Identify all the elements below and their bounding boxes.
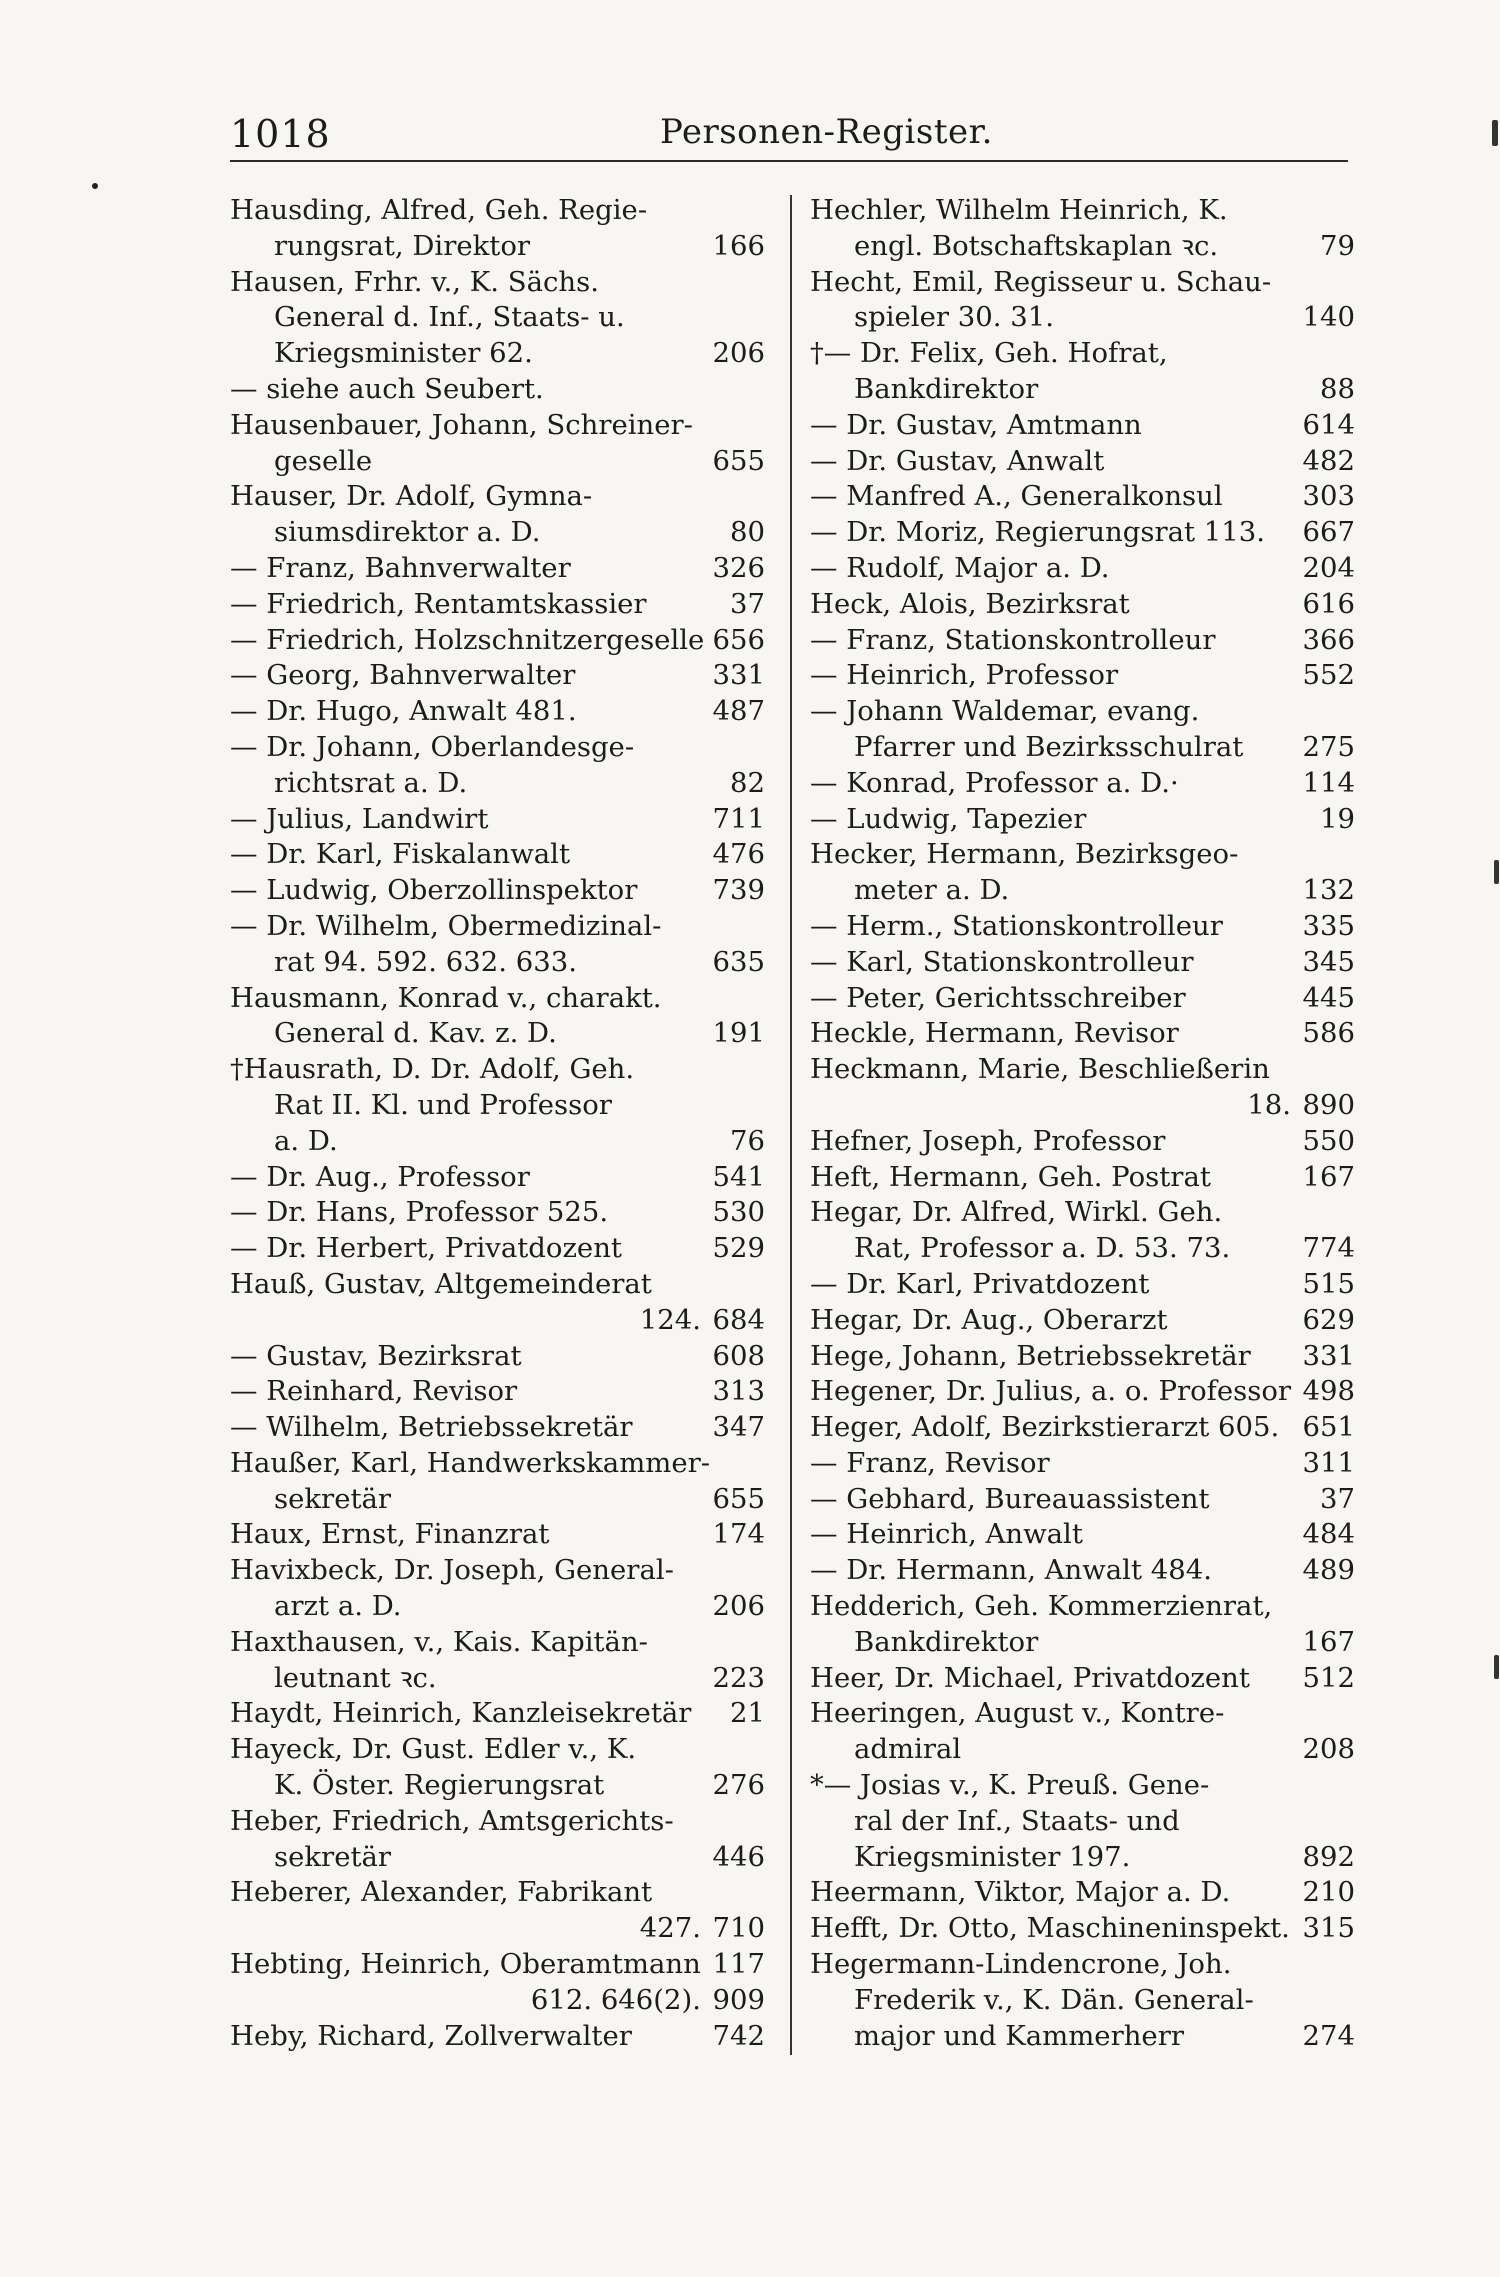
page-reference: 132 <box>1302 874 1355 907</box>
entry-text: Hayeck, Dr. Gust. Edler v., K. <box>230 1733 637 1766</box>
page-reference: 445 <box>1302 981 1355 1014</box>
column-divider <box>790 195 792 2055</box>
entry-text: Hefft, Dr. Otto, Maschineninspekt. <box>810 1912 1290 1945</box>
entry-text: 124. <box>639 1303 701 1336</box>
page-reference: 774 <box>1302 1232 1355 1265</box>
index-entry-line <box>810 945 1355 981</box>
index-entry-line <box>230 444 765 480</box>
entry-text: Hecker, Hermann, Bezirksgeo- <box>810 838 1239 871</box>
index-entry-line <box>810 1052 1355 1088</box>
page-reference: 167 <box>1302 1625 1355 1658</box>
entry-text: Hedderich, Geh. Kommerzienrat, <box>810 1590 1273 1623</box>
index-entry-line <box>230 1696 765 1732</box>
entry-text: Hausen, Frhr. v., K. Sächs. <box>230 265 599 298</box>
page-reference: 208 <box>1302 1733 1355 1766</box>
entry-text: Hegar, Dr. Aug., Oberarzt <box>810 1303 1168 1336</box>
page-reference: 313 <box>712 1375 765 1408</box>
entry-text: Rat II. Kl. und Professor <box>274 1088 612 1121</box>
page-reference: 174 <box>712 1518 765 1551</box>
page-reference: 167 <box>1302 1160 1355 1193</box>
entry-text: Heft, Hermann, Geh. Postrat <box>810 1160 1211 1193</box>
entry-text: ral der Inf., Staats- und <box>854 1804 1180 1837</box>
entry-text: Heby, Richard, Zollverwalter <box>230 2019 632 2052</box>
entry-text: Heckmann, Marie, Beschließerin <box>810 1053 1270 1086</box>
page-reference: 206 <box>712 1590 765 1623</box>
entry-text: Haydt, Heinrich, Kanzleisekretär <box>230 1697 692 1730</box>
page-reference: 114 <box>1302 766 1355 799</box>
page-reference: 446 <box>712 1840 765 1873</box>
page-reference: 303 <box>1302 480 1355 513</box>
entry-text: 612. 646(2). <box>530 1983 701 2016</box>
entry-text: General d. Kav. z. D. <box>274 1017 557 1050</box>
entry-text: *— Josias v., K. Preuß. Gene- <box>810 1769 1210 1802</box>
index-entry-line <box>230 2019 765 2055</box>
index-entry-line <box>810 300 1355 336</box>
entry-text: — Herm., Stationskontrolleur <box>810 909 1223 942</box>
entry-text: — Dr. Karl, Privatdozent <box>810 1267 1150 1300</box>
index-entry-line <box>230 229 765 265</box>
entry-text: Kriegsminister 62. <box>274 337 533 370</box>
index-entry-line <box>810 1517 1355 1553</box>
page-reference: 37 <box>1320 1482 1355 1515</box>
entry-text: †— Dr. Felix, Geh. Hofrat, <box>810 337 1168 370</box>
page-reference: 667 <box>1302 516 1355 549</box>
page-reference: 651 <box>1302 1411 1355 1444</box>
index-entry-line <box>810 766 1355 802</box>
page-reference: 656 <box>712 623 765 656</box>
page-reference: 223 <box>712 1661 765 1694</box>
index-entry-line <box>230 587 765 623</box>
entry-text: — Dr. Gustav, Anwalt <box>810 444 1105 477</box>
entry-text: †Hausrath, D. Dr. Adolf, Geh. <box>230 1053 635 1086</box>
index-entry-line <box>810 1088 1355 1124</box>
entry-text: Hausenbauer, Johann, Schreiner- <box>230 408 693 441</box>
index-entry-line <box>810 1732 1355 1768</box>
entry-text: Hege, Johann, Betriebssekretär <box>810 1339 1251 1372</box>
page-reference: 489 <box>1302 1554 1355 1587</box>
index-entry-line <box>810 873 1355 909</box>
index-entry-line <box>230 694 765 730</box>
page-reference: 345 <box>1302 945 1355 978</box>
page-reference: 206 <box>712 337 765 370</box>
page-reference: 655 <box>712 444 765 477</box>
entry-text: — Heinrich, Anwalt <box>810 1518 1083 1551</box>
page-reference: 487 <box>712 695 765 728</box>
entry-text: major und Kammerherr <box>854 2019 1184 2052</box>
index-entry-line <box>810 1410 1355 1446</box>
entry-text: Bankdirektor <box>854 1625 1039 1658</box>
index-entry-line <box>810 444 1355 480</box>
index-entry-line <box>810 515 1355 551</box>
page-reference: 608 <box>712 1339 765 1372</box>
index-entry-line <box>230 1947 765 1983</box>
entry-text: — Heinrich, Professor <box>810 659 1119 692</box>
entry-text: — Dr. Herbert, Privatdozent <box>230 1232 622 1265</box>
entry-text: — Friedrich, Rentamtskassier <box>230 587 647 620</box>
index-entry-line <box>230 336 765 372</box>
index-entry-line <box>810 587 1355 623</box>
header-rule <box>230 160 1348 162</box>
page-reference: 347 <box>712 1411 765 1444</box>
index-entry-line <box>810 981 1355 1017</box>
index-entry-line <box>230 1804 765 1840</box>
entry-text: — Dr. Hans, Professor 525. <box>230 1196 609 1229</box>
page-reference: 326 <box>712 551 765 584</box>
page-reference: 512 <box>1302 1661 1355 1694</box>
entry-text: Heck, Alois, Bezirksrat <box>810 587 1130 620</box>
index-entry-line <box>230 945 765 981</box>
index-entry-line <box>230 1768 765 1804</box>
index-entry-line <box>230 873 765 909</box>
page-reference: 614 <box>1302 408 1355 441</box>
entry-text: sekretär <box>274 1840 392 1873</box>
index-entry-line <box>230 1517 765 1553</box>
index-entry-line <box>810 1446 1355 1482</box>
index-entry-line <box>230 1589 765 1625</box>
entry-text: — Gustav, Bezirksrat <box>230 1339 522 1372</box>
index-entry-line <box>230 730 765 766</box>
entry-text: sekretär <box>274 1482 392 1515</box>
page-reference: 586 <box>1302 1017 1355 1050</box>
entry-text: Haux, Ernst, Finanzrat <box>230 1518 550 1551</box>
index-entry-line <box>810 1303 1355 1339</box>
entry-text: Frederik v., K. Dän. General- <box>854 1983 1254 2016</box>
index-entry-line <box>810 1947 1355 1983</box>
entry-text: Heber, Friedrich, Amtsgerichts- <box>230 1804 674 1837</box>
index-entry-line <box>230 1625 765 1661</box>
index-entry-line <box>230 658 765 694</box>
entry-text: — Franz, Revisor <box>810 1446 1050 1479</box>
index-entry-line <box>810 1267 1355 1303</box>
edge-mark <box>1494 1655 1499 1679</box>
entry-text: engl. Botschaftskaplan ꝛc. <box>854 229 1219 262</box>
entry-text: rungsrat, Direktor <box>274 229 531 262</box>
index-entry-line <box>230 515 765 551</box>
page-reference: 80 <box>730 516 765 549</box>
index-entry-line <box>230 1160 765 1196</box>
entry-text: — Dr. Gustav, Amtmann <box>810 408 1142 441</box>
entry-text: Haußer, Karl, Handwerkskammer- <box>230 1446 711 1479</box>
page-reference: 21 <box>730 1697 765 1730</box>
index-entry-line <box>230 372 765 408</box>
entry-text: — Peter, Gerichtsschreiber <box>810 981 1186 1014</box>
index-entry-line <box>810 837 1355 873</box>
page-reference: 739 <box>712 874 765 907</box>
page-reference: 37 <box>730 587 765 620</box>
index-entry-line <box>230 1553 765 1589</box>
entry-text: geselle <box>274 444 373 477</box>
page-reference: 684 <box>712 1303 765 1336</box>
index-entry-line <box>810 1160 1355 1196</box>
page-number: 1018 <box>230 112 331 156</box>
page-reference: 19 <box>1320 802 1355 835</box>
entry-text: K. Öster. Regierungsrat <box>274 1769 605 1802</box>
entry-text: — Manfred A., Generalkonsul <box>810 480 1223 513</box>
page-reference: 909 <box>712 1983 765 2016</box>
entry-text: — Dr. Hugo, Anwalt 481. <box>230 695 577 728</box>
index-entry-line <box>230 1446 765 1482</box>
index-entry-line <box>810 193 1355 229</box>
entry-text: — Georg, Bahnverwalter <box>230 659 576 692</box>
page-reference: 140 <box>1302 301 1355 334</box>
index-entry-line <box>230 1482 765 1518</box>
index-entry-line <box>230 1374 765 1410</box>
edge-mark <box>1494 860 1499 884</box>
page-reference: 191 <box>712 1017 765 1050</box>
index-entry-line <box>230 909 765 945</box>
entry-text: arzt a. D. <box>274 1590 402 1623</box>
entry-text: Heeringen, August v., Kontre- <box>810 1697 1225 1730</box>
right-index-column <box>810 193 1355 2054</box>
page-reference: 529 <box>712 1232 765 1265</box>
entry-text: — Franz, Stationskontrolleur <box>810 623 1216 656</box>
entry-text: Kriegsminister 197. <box>854 1840 1131 1873</box>
index-entry-line <box>810 623 1355 659</box>
index-entry-line <box>810 1768 1355 1804</box>
entry-text: Pfarrer und Bezirksschulrat <box>854 730 1244 763</box>
entry-text: — Dr. Karl, Fiskalanwalt <box>230 838 570 871</box>
page-reference: 79 <box>1320 229 1355 262</box>
edge-mark <box>1492 120 1498 146</box>
index-entry-line <box>230 1983 765 2019</box>
index-entry-line <box>230 623 765 659</box>
entry-text: General d. Inf., Staats- u. <box>274 301 625 334</box>
index-entry-line <box>230 1016 765 1052</box>
entry-text: — Konrad, Professor a. D.· <box>810 766 1179 799</box>
index-entry-line <box>810 1983 1355 2019</box>
page-reference: 482 <box>1302 444 1355 477</box>
page-reference: 204 <box>1302 551 1355 584</box>
index-entry-line <box>810 1804 1355 1840</box>
index-entry-line <box>230 981 765 1017</box>
index-entry-line <box>810 1195 1355 1231</box>
entry-text: leutnant ꝛc. <box>274 1661 437 1694</box>
entry-text: 18. <box>1247 1088 1291 1121</box>
entry-text: — Dr. Hermann, Anwalt 484. <box>810 1554 1212 1587</box>
index-entry-line <box>230 1875 765 1911</box>
entry-text: — Rudolf, Major a. D. <box>810 551 1110 584</box>
page-reference: 275 <box>1302 730 1355 763</box>
index-entry-line <box>810 479 1355 515</box>
index-entry-line <box>810 1840 1355 1876</box>
index-entry-line <box>230 1231 765 1267</box>
index-entry-line <box>230 300 765 336</box>
entry-text: Hausding, Alfred, Geh. Regie- <box>230 194 648 226</box>
index-entry-line <box>230 1052 765 1088</box>
entry-text: meter a. D. <box>854 874 1010 907</box>
index-entry-line <box>810 1911 1355 1947</box>
index-entry-line <box>230 1267 765 1303</box>
index-entry-line <box>230 1124 765 1160</box>
page-reference: 742 <box>712 2019 765 2052</box>
entry-text: — Wilhelm, Betriebssekretär <box>230 1411 633 1444</box>
entry-text: Hefner, Joseph, Professor <box>810 1124 1166 1157</box>
entry-text: — Dr. Aug., Professor <box>230 1160 530 1193</box>
page-reference: 616 <box>1302 587 1355 620</box>
page-reference: 710 <box>712 1912 765 1945</box>
entry-text: Heer, Dr. Michael, Privatdozent <box>810 1661 1250 1694</box>
index-entry-line <box>810 229 1355 265</box>
index-entry-line <box>810 1339 1355 1375</box>
entry-text: siumsdirektor a. D. <box>274 516 541 549</box>
entry-text: Rat, Professor a. D. 53. 73. <box>854 1232 1231 1265</box>
index-entry-line <box>230 193 765 229</box>
entry-text: — Friedrich, Holzschnitzergeselle <box>230 623 705 656</box>
page-reference: 366 <box>1302 623 1355 656</box>
index-entry-line <box>230 1732 765 1768</box>
entry-text: rat 94. 592. 632. 633. <box>274 945 577 978</box>
index-entry-line <box>810 909 1355 945</box>
page-reference: 166 <box>712 229 765 262</box>
index-entry-line <box>230 1840 765 1876</box>
index-entry-line <box>810 1016 1355 1052</box>
page-reference: 541 <box>712 1160 765 1193</box>
page-reference: 629 <box>1302 1303 1355 1336</box>
index-entry-line <box>230 1303 765 1339</box>
index-entry-line <box>230 1661 765 1697</box>
left-index-column <box>230 193 765 2054</box>
index-entry-line <box>810 372 1355 408</box>
page-reference: 550 <box>1302 1124 1355 1157</box>
entry-text: Havixbeck, Dr. Joseph, General- <box>230 1554 674 1587</box>
entry-text: a. D. <box>274 1124 338 1157</box>
index-entry-line <box>810 1625 1355 1661</box>
entry-text: — Karl, Stationskontrolleur <box>810 945 1194 978</box>
page-reference: 311 <box>1302 1446 1355 1479</box>
page-reference: 274 <box>1302 2019 1355 2052</box>
entry-text: Hebting, Heinrich, Oberamtmann <box>230 1948 701 1981</box>
index-entry-line <box>230 408 765 444</box>
index-entry-line <box>810 1589 1355 1625</box>
entry-text: — Johann Waldemar, evang. <box>810 695 1200 728</box>
index-entry-line <box>810 1875 1355 1911</box>
index-entry-line <box>810 658 1355 694</box>
running-title: Personen-Register. <box>660 112 993 152</box>
entry-text: Hauser, Dr. Adolf, Gymna- <box>230 480 593 513</box>
entry-text: richtsrat a. D. <box>274 766 468 799</box>
index-entry-line <box>230 1088 765 1124</box>
entry-text: Hegar, Dr. Alfred, Wirkl. Geh. <box>810 1196 1223 1229</box>
page-reference: 892 <box>1302 1840 1355 1873</box>
page-header <box>230 112 1350 162</box>
page-reference: 315 <box>1302 1912 1355 1945</box>
page-reference: 76 <box>730 1124 765 1157</box>
entry-text: Hecht, Emil, Regisseur u. Schau- <box>810 265 1272 298</box>
index-entry-line <box>810 1124 1355 1160</box>
entry-text: — Franz, Bahnverwalter <box>230 551 571 584</box>
index-entry-line <box>230 837 765 873</box>
entry-text: Hegener, Dr. Julius, a. o. Professor <box>810 1375 1292 1408</box>
entry-text: Haxthausen, v., Kais. Kapitän- <box>230 1625 648 1658</box>
index-entry-line <box>810 1661 1355 1697</box>
index-entry-line <box>810 1696 1355 1732</box>
index-entry-line <box>230 479 765 515</box>
index-entry-line <box>230 1911 765 1947</box>
page-reference: 890 <box>1302 1088 1355 1121</box>
entry-text: — siehe auch Seubert. <box>230 372 544 405</box>
entry-text: Hegermann-Lindencrone, Joh. <box>810 1948 1232 1981</box>
page-reference: 484 <box>1302 1518 1355 1551</box>
entry-text: Hechler, Wilhelm Heinrich, K. <box>810 194 1228 226</box>
index-entry-line <box>810 551 1355 587</box>
index-entry-line <box>810 1553 1355 1589</box>
page-reference: 711 <box>712 802 765 835</box>
entry-text: 427. <box>639 1912 701 1945</box>
entry-text: — Dr. Moriz, Regierungsrat 113. <box>810 516 1266 549</box>
page-reference: 331 <box>1302 1339 1355 1372</box>
entry-text: Heberer, Alexander, Fabrikant <box>230 1876 653 1909</box>
index-entry-line <box>810 1231 1355 1267</box>
page-reference: 82 <box>730 766 765 799</box>
index-entry-line <box>230 265 765 301</box>
entry-text: — Ludwig, Oberzollinspektor <box>230 874 638 907</box>
index-entry-line <box>230 766 765 802</box>
index-entry-line <box>810 1482 1355 1518</box>
entry-text: spieler 30. 31. <box>854 301 1054 334</box>
index-entry-line <box>810 2019 1355 2055</box>
page-reference: 515 <box>1302 1267 1355 1300</box>
index-entry-line <box>810 802 1355 838</box>
index-entry-line <box>230 1410 765 1446</box>
page-reference: 655 <box>712 1482 765 1515</box>
page-reference: 276 <box>712 1769 765 1802</box>
index-entry-line <box>230 551 765 587</box>
entry-text: admiral <box>854 1733 962 1766</box>
index-entry-line <box>810 730 1355 766</box>
index-entry-line <box>230 1195 765 1231</box>
index-entry-line <box>810 265 1355 301</box>
page-reference: 635 <box>712 945 765 978</box>
page-reference: 530 <box>712 1196 765 1229</box>
entry-text: Bankdirektor <box>854 372 1039 405</box>
entry-text: — Reinhard, Revisor <box>230 1375 518 1408</box>
index-entry-line <box>810 408 1355 444</box>
entry-text: — Dr. Johann, Oberlandesge- <box>230 730 635 763</box>
entry-text: Hausmann, Konrad v., charakt. <box>230 981 662 1014</box>
entry-text: — Dr. Wilhelm, Obermedizinal- <box>230 909 662 942</box>
index-entry-line <box>810 336 1355 372</box>
index-entry-line <box>230 1339 765 1375</box>
page-reference: 552 <box>1302 659 1355 692</box>
entry-text: Heckle, Hermann, Revisor <box>810 1017 1179 1050</box>
entry-text: — Julius, Landwirt <box>230 802 489 835</box>
page-reference: 498 <box>1302 1375 1355 1408</box>
margin-speck <box>92 183 98 189</box>
page-reference: 476 <box>712 838 765 871</box>
entry-text: Heger, Adolf, Bezirkstierarzt 605. <box>810 1411 1280 1444</box>
page-reference: 117 <box>712 1948 765 1981</box>
entry-text: Heermann, Viktor, Major a. D. <box>810 1876 1231 1909</box>
index-entry-line <box>810 1374 1355 1410</box>
page-reference: 210 <box>1302 1876 1355 1909</box>
page-reference: 335 <box>1302 909 1355 942</box>
index-entry-line <box>810 694 1355 730</box>
index-entry-line <box>230 802 765 838</box>
entry-text: — Gebhard, Bureauassistent <box>810 1482 1210 1515</box>
entry-text: — Ludwig, Tapezier <box>810 802 1087 835</box>
entry-text: Hauß, Gustav, Altgemeinderat <box>230 1267 652 1300</box>
page-reference: 331 <box>712 659 765 692</box>
page-reference: 88 <box>1320 372 1355 405</box>
